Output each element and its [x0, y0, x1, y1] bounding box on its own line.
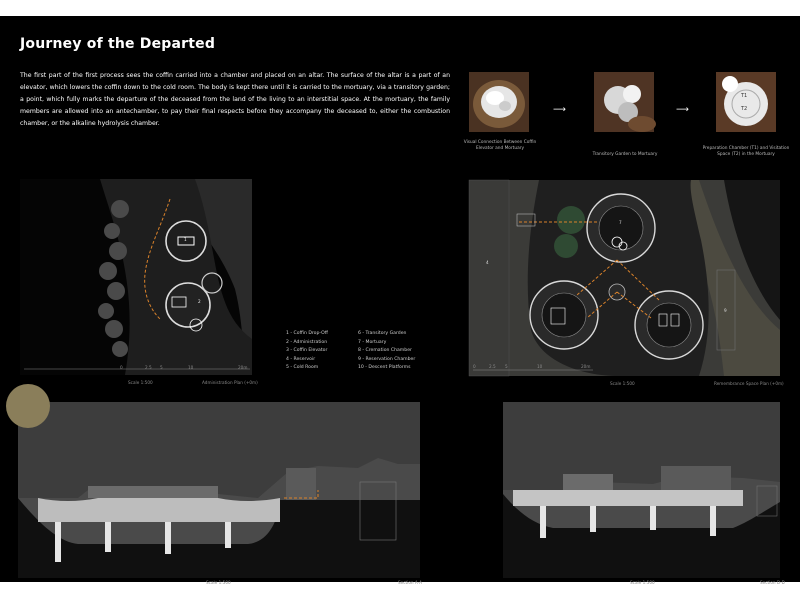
- thumbnail-garden-image: [594, 72, 654, 132]
- legend-item: 4 - Reservoir: [286, 356, 316, 362]
- legend-item: 2 - Administration: [286, 339, 328, 345]
- section-left-scale-caption: Scale 1:500: [206, 580, 231, 585]
- thumbnail-label-t1: T1: [741, 93, 748, 99]
- administration-plan-drawing: [20, 179, 252, 375]
- section-left-title-caption: Section A-A: [398, 580, 422, 585]
- legend-item: 3 - Coffin Elevator: [286, 348, 328, 353]
- presentation-board: [0, 16, 800, 585]
- remembrance-plan-drawing: [469, 180, 780, 376]
- thumbnail-label-t2: T2: [741, 106, 748, 112]
- plan-right-room-9: 9: [724, 308, 727, 313]
- plan-right-title-caption: Remembrance Space Plan (+0m): [714, 381, 784, 386]
- scale-tick: 10: [537, 364, 543, 369]
- thumbnail-mortuary-caption: Preparation Chamber (T1) and Visitation Space (T2) in the Mortuary: [702, 146, 790, 157]
- scale-tick: 10: [188, 365, 194, 370]
- scale-tick: 20m: [238, 365, 248, 370]
- legend-item: 9 - Reservation Chamber: [358, 356, 416, 362]
- section-d-d-drawing: [503, 402, 780, 578]
- scale-tick: 5: [505, 364, 508, 369]
- plan-left-room-1: 1: [184, 237, 187, 242]
- administration-plan: [20, 179, 252, 375]
- plan-left-title-caption: Administration Plan (+0m): [202, 380, 258, 385]
- plan-right-room-4: 4: [486, 260, 489, 265]
- section-right-title-caption: Section D-D: [760, 580, 785, 585]
- section-a-a: [18, 402, 420, 578]
- legend-right-column: [358, 330, 415, 373]
- scale-tick: 20m: [581, 364, 591, 369]
- arrow-right-icon: ⟶: [676, 105, 689, 115]
- plan-right-room-7: 7: [619, 220, 622, 225]
- legend-item: 8 - Cremation Chamber: [358, 348, 412, 353]
- thumbnail-garden-caption: Transitory Garden to Mortuary: [592, 152, 658, 157]
- arrow-right-icon: ⟶: [553, 105, 566, 115]
- thumbnail-mortuary-image: [716, 72, 776, 132]
- legend-item: 5 - Cold Room: [286, 365, 319, 370]
- scale-tick: 0: [473, 364, 476, 369]
- thumbnail-elevator-caption: Visual Connection Between Coffin Elevator and Mortuary: [463, 140, 537, 151]
- section-d-d: [503, 402, 780, 578]
- intro-paragraph: The first part of the first process sees the coffin carried into a chamber and placed on an altar. The surface of the altar is a part of an elevator, which lowers the coffin down to the cold room. The body is kept there until it is carried to the mortuary, via a transitory garden; a point, which fully marks the departure of the deceased from the land of the living to an interstitial space. At the mortuary, the family members are allowed into an antechamber, to pay their final respects before they accompany the deceased to, either the combustion chamber, or the alkaline hydrolysis chamber.: [20, 72, 450, 127]
- section-a-a-drawing: [18, 402, 420, 578]
- board-title: Journey of the Departed: [20, 36, 216, 52]
- thumbnail-elevator: [469, 72, 529, 132]
- plan-right-scale-caption: Scale 1:500: [610, 381, 635, 386]
- thumbnail-elevator-image: [469, 72, 529, 132]
- legend-item: 7 - Mortuary: [358, 339, 387, 345]
- scale-tick: 0: [120, 365, 123, 370]
- legend-item: 6 - Transitory Garden: [358, 331, 407, 336]
- section-right-scale-caption: Scale 1:500: [630, 580, 655, 585]
- thumbnail-garden: [594, 72, 654, 132]
- scale-tick: 2.5: [145, 365, 152, 370]
- remembrance-plan: [469, 180, 780, 376]
- legend-left-column: [286, 330, 328, 373]
- legend-item: 1 - Coffin Drop-Off: [286, 331, 328, 336]
- thumbnail-mortuary: [716, 72, 776, 132]
- scale-tick: 2.5: [489, 364, 496, 369]
- plan-left-room-2: 2: [198, 299, 201, 304]
- plan-left-scale-caption: Scale 1:500: [128, 380, 153, 385]
- scale-tick: 5: [160, 365, 163, 370]
- legend-item: 10 - Descent Platforms: [358, 365, 411, 370]
